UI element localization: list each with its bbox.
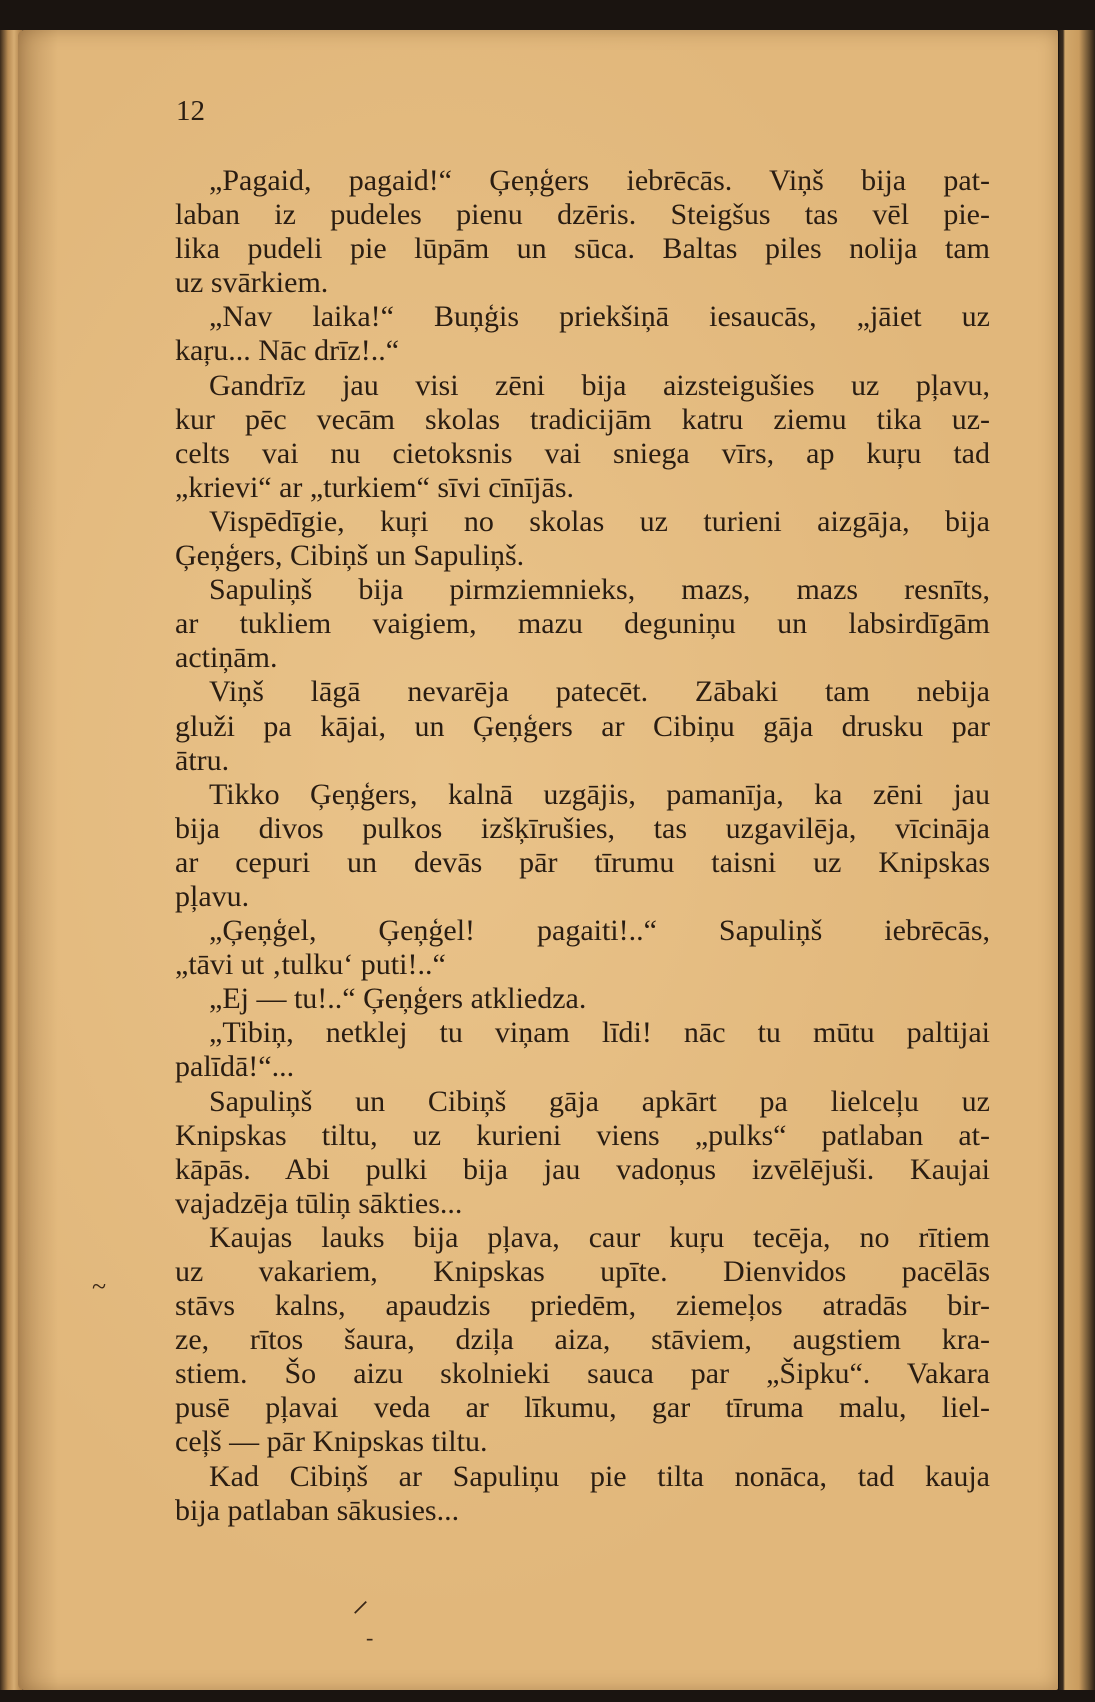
page-number: 12 xyxy=(176,95,205,127)
text-line: uz svārkiem. xyxy=(175,266,329,300)
text-line: celts vai nu cietoksnis vai sniega vīrs, ap kuŗu tad xyxy=(175,436,990,470)
text-line: Kad Cibiņš ar Sapuliņu pie tilta nonāca, tad kauja xyxy=(209,1459,990,1493)
text-line: ceļš — pār Knipskas tiltu. xyxy=(175,1425,488,1459)
text-line: lika pudeli pie lūpām un sūca. Baltas piles nolija tam xyxy=(175,232,990,266)
text-line: „tāvi ut ‚tulku‘ puti!..“ xyxy=(175,948,446,982)
text-line: stāvs kalns, apaudzis priedēm, ziemeļos atradās bir- xyxy=(175,1289,990,1323)
text-line: bija patlaban sākusies... xyxy=(175,1493,460,1527)
text-line: pļavu. xyxy=(175,879,250,913)
text-line: „Tibiņ, netklej tu viņam līdi! nāc tu mūtu paltijai xyxy=(209,1016,990,1050)
text-line: actiņām. xyxy=(175,641,278,675)
text-line: Knipskas tiltu, uz kurieni viens „pulks“ patlaban at- xyxy=(175,1118,990,1152)
text-line: ātru. xyxy=(175,743,230,777)
text-line: „Nav laika!“ Buņģis priekšiņā iesaucās, „jāiet uz xyxy=(209,300,990,334)
text-line: Gandrīz jau visi zēni bija aizsteigušies uz pļavu, xyxy=(209,368,990,402)
text-line: bija divos pulkos izšķīrušies, tas uzgavilēja, vīcināja xyxy=(175,811,990,845)
text-line: „Pagaid, pagaid!“ Ģeņģers iebrēcās. Viņš bija pat- xyxy=(209,164,990,197)
text-line: uz vakariem, Knipskas upīte. Dienvidos pacēlās xyxy=(175,1255,990,1288)
text-line: stiem. Šo aizu skolnieki sauca par „Šipku“. Vakara xyxy=(175,1357,990,1391)
text-line: kur pēc vecām skolas tradicijām katru ziemu tika uz- xyxy=(175,402,990,436)
ink-mark-bottom: ⸝ xyxy=(352,1582,369,1619)
text-line: kaŗu... Nāc drīz!..“ xyxy=(175,334,400,368)
text-line: kāpās. Abi pulki bija jau vadoņus izvēlējuši. Kaujai xyxy=(175,1152,990,1186)
text-line: pusē pļavai veda ar līkumu, gar tīruma malu, liel- xyxy=(175,1391,990,1425)
text-line: Viņš lāgā nevarēja patecēt. Zābaki tam nebija xyxy=(209,675,990,709)
text-line: „krievi“ ar „turkiem“ sīvi cīnījās. xyxy=(175,470,575,504)
text-line: laban iz pudeles pienu dzēris. Steigšus tas vēl pie- xyxy=(175,198,990,232)
body-text xyxy=(175,164,990,1528)
text-line: vajadzēja tūliņ sākties... xyxy=(175,1186,463,1220)
margin-pencil-mark: ~ xyxy=(92,1272,107,1301)
text-line: Ģeņģers, Cibiņš un Sapuliņš. xyxy=(175,539,525,573)
text-line: Sapuliņš bija pirmziemnieks, mazs, mazs resnīts, xyxy=(209,573,990,607)
text-line: palīdā!“... xyxy=(175,1050,295,1084)
text-line: Kaujas lauks bija pļava, caur kuŗu tecēja, no rītiem xyxy=(209,1220,990,1254)
text-line: Tikko Ģeņģers, kalnā uzgājis, pamanīja, ka zēni jau xyxy=(209,777,990,811)
text-line: ze, rītos šaura, dziļa aiza, stāviem, augstiem kra- xyxy=(175,1323,990,1357)
text-line: Sapuliņš un Cibiņš gāja apkārt pa lielceļu uz xyxy=(209,1084,990,1118)
dash-mark-bottom: - xyxy=(366,1625,374,1650)
text-line: „Ej — tu!..“ Ģeņģers atkliedza. xyxy=(209,982,587,1016)
text-line: ar tukliem vaigiem, mazu deguniņu un labsirdīgām xyxy=(175,607,990,641)
text-line: Vispēdīgie, kuŗi no skolas uz turieni aizgāja, bija xyxy=(209,504,990,538)
text-line: gluži pa kājai, un Ģeņģers ar Cibiņu gāja drusku par xyxy=(175,709,990,743)
text-line: ar cepuri un devās pār tīrumu taisni uz Knipskas xyxy=(175,845,990,879)
page-stack-edge xyxy=(1059,30,1095,1690)
text-line: „Ģeņģel, Ģeņģel! pagaiti!..“ Sapuliņš iebrēcās, xyxy=(209,914,990,948)
